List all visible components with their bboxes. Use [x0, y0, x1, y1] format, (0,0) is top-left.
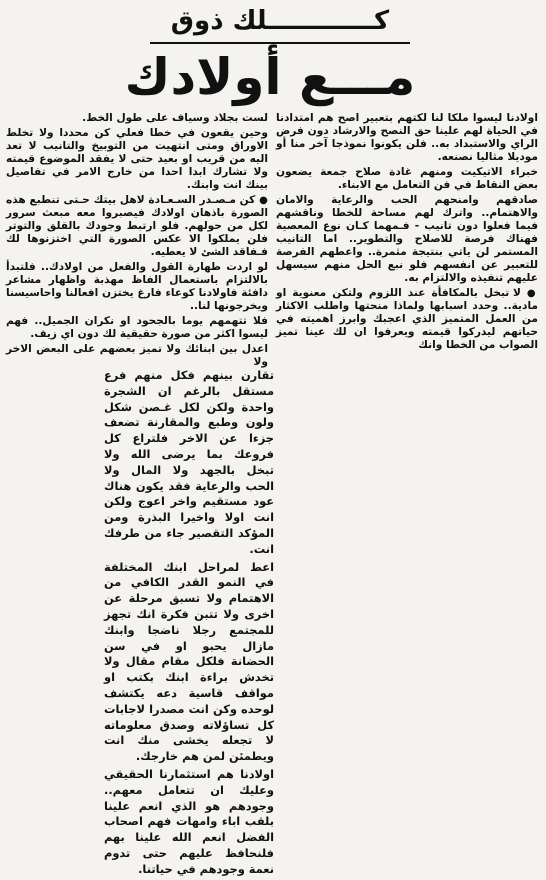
paragraph: صادقهم وامنحهم الحب والرعاية والامان والاهتمام.. واترك لهم مساحة للخطا وناقشهم فيما فعلوا دون تانيب - فـمهما كـان نوع المعصية فهناك فرصة للاصلاح والتطوير.. اما التانيب المستمر لن ياتي بنتيجة مثمرة.. واعطهم الفرصة للتعبير عن انفسهم فلو نبع الحل منهم سيسهل عليهم تنفيذه والالتزام به. [276, 194, 538, 284]
bullet-icon: ● [526, 288, 538, 299]
bullet-icon: ● [259, 195, 268, 206]
paragraph-text: كن مـصـدر السـعـادة لاهل بيتك حـتى تنطبع هذه الصورة باذهان اولادك فيصبروا معه مبعث سرور لكل من حولهم. فلو ارتبط وجودك بالقلق والتوتر فلن يملكوا الا عكس الصورة التي اختزنوها لك فـفاقد الشئ لا يعطيه. [6, 194, 268, 258]
paragraph [276, 287, 538, 352]
paragraph: اولادنا هم استثمارنا الحقيقي وعليك ان تتعامل معهم.. وجودهم هو الذي انعم علينا بلقب اباء وامهات فهم اصحاب الفضل انعم الله علينا بهم فلنحافظ عليهم حتى تدوم نعمة وجودهم في حياتنا. [104, 766, 274, 876]
paragraph: خبراء الاتيكيت ومنهم غادة صلاح جمعة يضعون بعض النقاط في فن التعامل مع الابناء. [276, 166, 538, 191]
right-column [276, 112, 538, 354]
paragraph: فلا تتهمهم يوما بالجحود او نكران الجميل.. فهم ليسوا اكثر من صورة حقيقية لك دون اي زيف. [6, 315, 268, 340]
article-headline: مـــع أولادك [124, 48, 416, 106]
paragraph-text: لا تبخل بالمكافأة عند اللزوم ولتكن معنوية او مادية.. وحدد اسبابها ولماذا منحتها واطلب الاكثار من العمل المتميز الذي اعجبك وابرز اهميته في حياتهم ليدركوا قيمته ويعرفوا ان لك عينا تميز الصواب من الخطا وانك [276, 287, 538, 351]
paragraph: لو اردت طهارة القول والفعل من اولادك.. فلتبدأ بالالتزام باستعمال الفاظ مهذبة واظهار مشاعر دافئة فاولادنا كوعاء فارغ يختزن افعالنا واحاسيسنا ويخرجونها لنا.. [6, 261, 268, 312]
paragraph: وحين يقعون في خطا فعلي كن محددا ولا تخلط الاوراق ومتى انتهيت من التوبيخ والتانيب لا تعد اليه من قريب او بعيد حتى لا يفقد الموضوع قيمته ولا تشارك ابدا احدا من خارج الامر في تفاصيل بينك انت وابنك. [6, 127, 268, 191]
paragraph: اولادنا ليسوا ملكا لنا لكتهم بتعبير اصح هم امتدادنا في الحياة لهم علينا حق النصح والارشاد دون فرض الراي والاستبداد به.. فلن يكونوا نموذجا آخر منا أو موديلا مثاليا نصنعه. [276, 112, 538, 163]
kicker-text: كــــــــــــلك ذوق [170, 6, 390, 36]
paragraph: لست بجلاد وسياف على طول الخط. [82, 112, 268, 124]
paragraph: اعدل بين ابنائك ولا تميز بعضهم على البعض الاخر ولا [6, 343, 268, 368]
paragraph [6, 194, 268, 259]
left-column [6, 112, 268, 371]
column-kicker [150, 4, 410, 44]
paragraph: تقارن بينهم فكل منهم فرع مستقل بالرغم ان الشجرة واحدة ولكن لكل غـصن شكل ولون وطبع والمقارنة تضعف جزءا عن الاخر فلتراع كل فروعك بما يرضى الله ولا تبخل بالجهد ولا المال ولا الحب والرعاية فقد يكون هناك عود مستقيم واخر اعوج ولكن انت اولا واخيرا البذرة ومن المؤكد التقصير جاء من طرفك انت. [104, 368, 274, 556]
narrow-column [104, 368, 274, 880]
paragraph: اعط لمراحل ابنك المختلفة في النمو القدر الكافي من الاهتمام ولا تسبق مرحلة عن اخرى ولا تتبن فكرة انك تجهز للمجتمع رجلا ناضجا وابنك مازال يحبو او في سن الحضانة فلكل مقام مقال ولا تخدش براءة ابنك بكتب او مواقف قاسية دعه يكتشف لوحده وكن انت مصدرا لاجابات كل تساؤلاته وصدق معلوماته لا تجعله يخشى منك انت ويطمئن لمن هم خارجك. [104, 559, 274, 764]
